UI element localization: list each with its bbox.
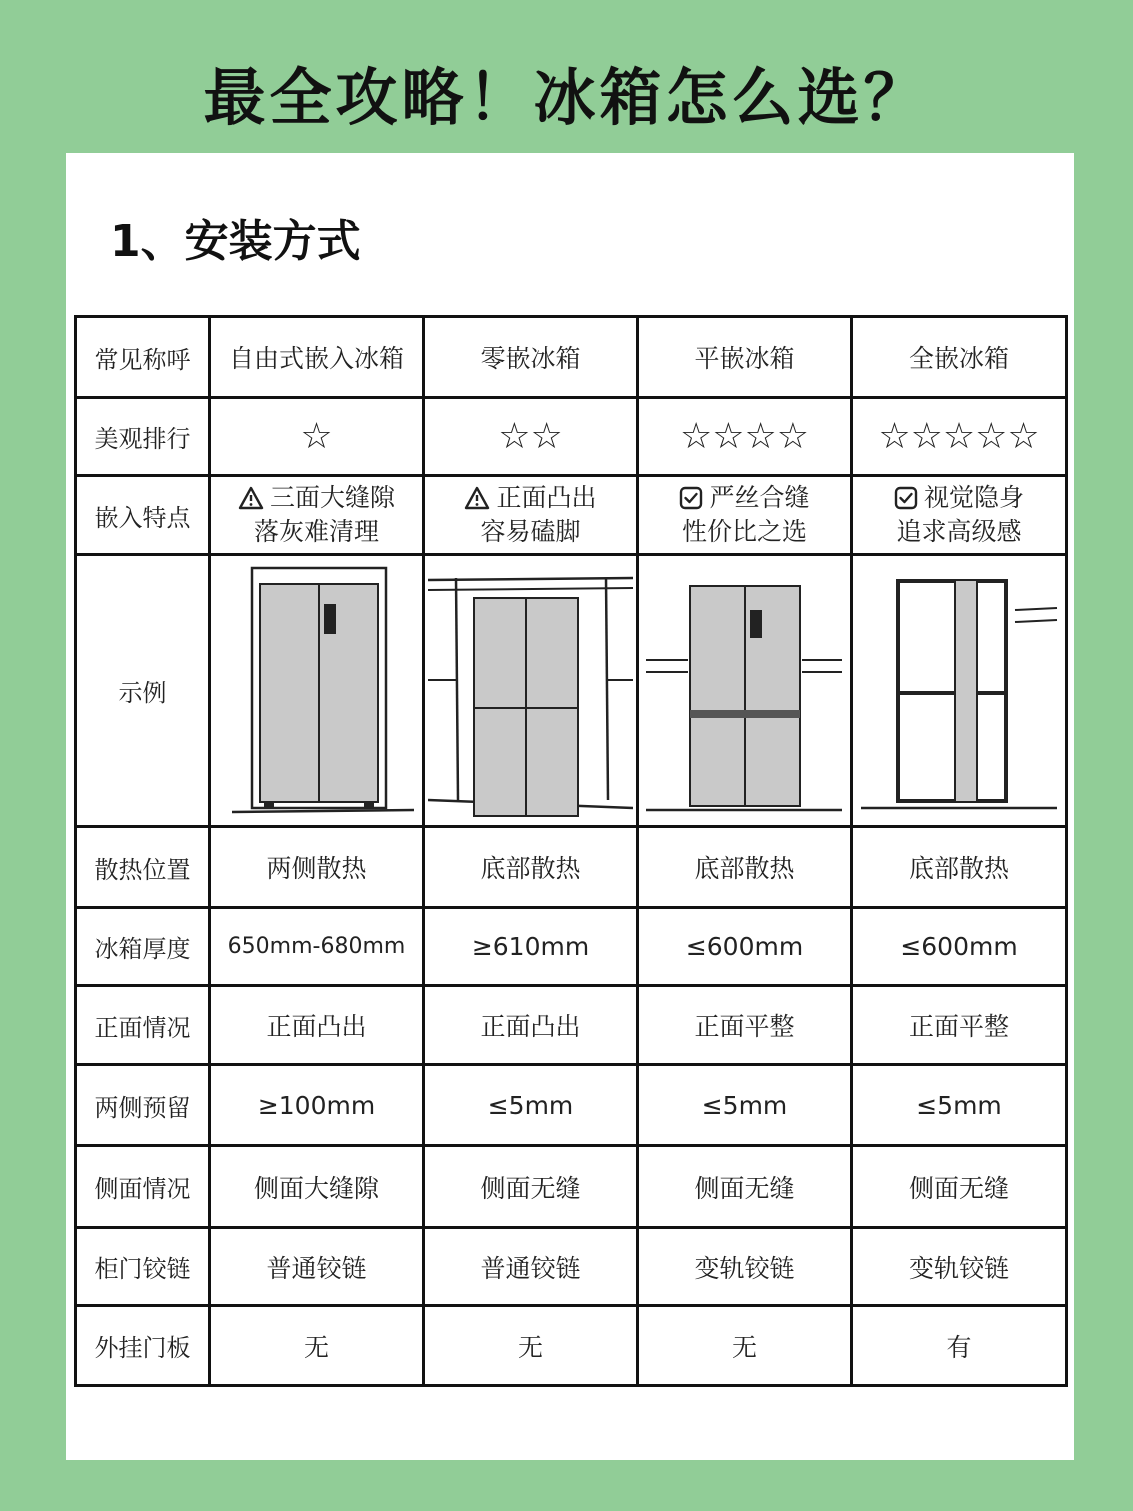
table-cell: ≤5mm <box>852 1065 1067 1146</box>
table-cell: 底部散热 <box>424 827 638 908</box>
row-label: 两侧预留 <box>76 1065 210 1146</box>
table-cell: 底部散热 <box>638 827 852 908</box>
feature-cell <box>852 476 1067 555</box>
table-cell: 正面平整 <box>638 986 852 1065</box>
table-cell: 正面平整 <box>852 986 1067 1065</box>
feature-cell <box>210 476 424 555</box>
row-label: 外挂门板 <box>76 1306 210 1386</box>
fully-built-in-fridge-illustration <box>857 560 1062 822</box>
table-cell: 底部散热 <box>852 827 1067 908</box>
table-cell: ≥610mm <box>424 908 638 986</box>
table-cell: 变轨铰链 <box>852 1228 1067 1306</box>
table-row <box>76 1065 1067 1146</box>
checkbox-icon <box>679 486 703 510</box>
table-cell: 侧面大缝隙 <box>210 1146 424 1228</box>
table-cell: 侧面无缝 <box>852 1146 1067 1228</box>
section-title: 1、安装方式 <box>110 216 361 267</box>
checkbox-icon <box>894 486 918 510</box>
feature-cell <box>424 476 638 555</box>
freestanding-fridge-illustration <box>214 560 419 822</box>
warning-icon <box>238 486 264 510</box>
table-row <box>76 1146 1067 1228</box>
table-row <box>76 317 1067 398</box>
flush-fridge-illustration <box>642 560 847 822</box>
table-cell: 无 <box>424 1306 638 1386</box>
feature-cell <box>638 476 852 555</box>
header-cell: 自由式嵌入冰箱 <box>210 317 424 398</box>
table-cell: ≤600mm <box>638 908 852 986</box>
feature-text: 严丝合缝 <box>709 483 810 512</box>
feature-text: 容易磕脚 <box>480 517 581 546</box>
table-row <box>76 555 1067 827</box>
table-cell: 有 <box>852 1306 1067 1386</box>
row-label: 散热位置 <box>76 827 210 908</box>
table-cell: 侧面无缝 <box>638 1146 852 1228</box>
table-row <box>76 1228 1067 1306</box>
row-label: 嵌入特点 <box>76 476 210 555</box>
table-row <box>76 827 1067 908</box>
example-cell <box>210 555 424 827</box>
row-label: 正面情况 <box>76 986 210 1065</box>
star-rating: ☆☆☆☆ <box>638 398 852 476</box>
feature-text: 视觉隐身 <box>923 483 1024 512</box>
table-cell: 无 <box>210 1306 424 1386</box>
table-cell: ≤5mm <box>424 1065 638 1146</box>
example-cell <box>638 555 852 827</box>
table-row <box>76 1306 1067 1386</box>
warning-icon <box>464 486 490 510</box>
table-row <box>76 908 1067 986</box>
table-cell: ≤5mm <box>638 1065 852 1146</box>
feature-text: 追求高级感 <box>896 517 1022 546</box>
example-cell <box>424 555 638 827</box>
table-cell: 普通铰链 <box>424 1228 638 1306</box>
table-cell: 普通铰链 <box>210 1228 424 1306</box>
table-cell: 650mm-680mm <box>210 908 424 986</box>
table-cell: 无 <box>638 1306 852 1386</box>
feature-text: 落灰难清理 <box>253 517 379 546</box>
header-cell: 常见称呼 <box>76 317 210 398</box>
table-cell: ≤600mm <box>852 908 1067 986</box>
feature-text: 正面凸出 <box>496 483 597 512</box>
feature-text: 三面大缝隙 <box>269 483 395 512</box>
table-cell: ≥100mm <box>210 1065 424 1146</box>
row-label: 美观排行 <box>76 398 210 476</box>
table-row <box>76 398 1067 476</box>
header-cell: 平嵌冰箱 <box>638 317 852 398</box>
table-cell: 正面凸出 <box>424 986 638 1065</box>
example-cell <box>852 555 1067 827</box>
header-cell: 零嵌冰箱 <box>424 317 638 398</box>
row-label: 侧面情况 <box>76 1146 210 1228</box>
zero-clearance-fridge-illustration <box>428 560 633 822</box>
row-label: 冰箱厚度 <box>76 908 210 986</box>
table-row <box>76 986 1067 1065</box>
star-rating: ☆☆ <box>424 398 638 476</box>
table-cell: 侧面无缝 <box>424 1146 638 1228</box>
header-cell: 全嵌冰箱 <box>852 317 1067 398</box>
row-label: 示例 <box>76 555 210 827</box>
row-label: 柜门铰链 <box>76 1228 210 1306</box>
page-title: 最全攻略！冰箱怎么选？ <box>203 61 930 134</box>
comparison-table <box>74 315 1068 1387</box>
table-row <box>76 476 1067 555</box>
content-card <box>66 153 1074 1460</box>
feature-text: 性价比之选 <box>681 517 807 546</box>
table-cell: 变轨铰链 <box>638 1228 852 1306</box>
table-cell: 正面凸出 <box>210 986 424 1065</box>
star-rating: ☆ <box>210 398 424 476</box>
table-cell: 两侧散热 <box>210 827 424 908</box>
star-rating: ☆☆☆☆☆ <box>852 398 1067 476</box>
